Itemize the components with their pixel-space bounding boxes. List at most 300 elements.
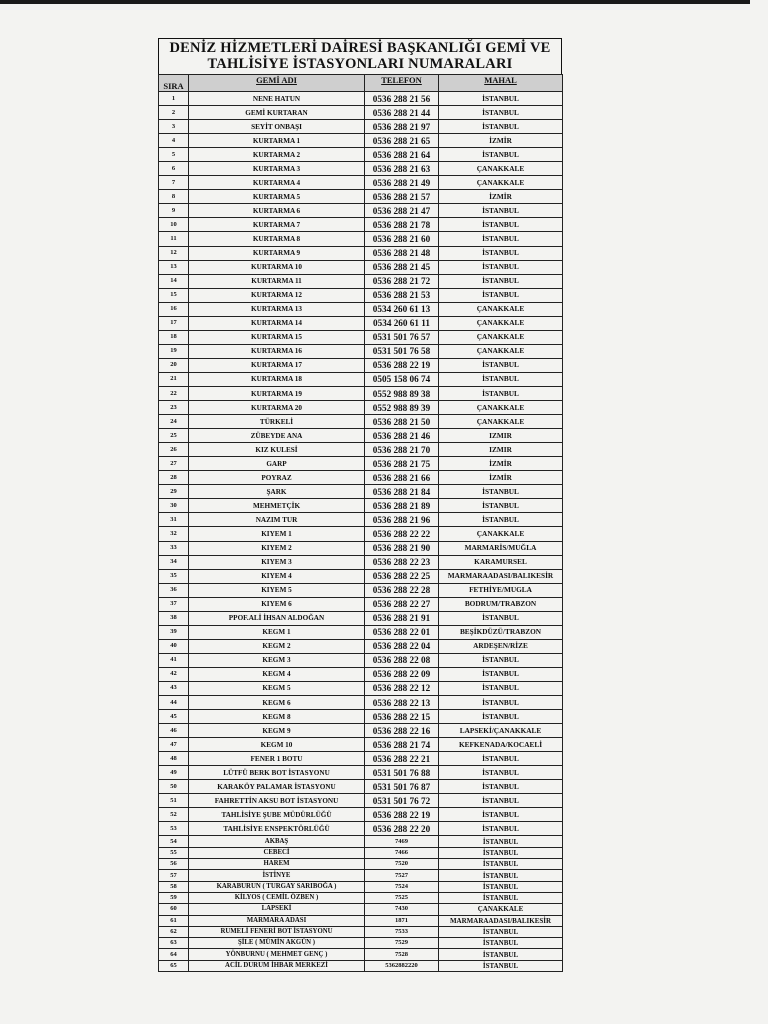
phone-number: 0536 288 21 49 — [365, 176, 439, 190]
location: İSTANBUL — [439, 611, 563, 625]
table-row — [159, 134, 563, 148]
ship-name: İSTİNYE — [189, 870, 365, 881]
table-row — [159, 386, 563, 400]
ship-name: YÖNBURNU ( MEHMET GENÇ ) — [189, 949, 365, 960]
ship-name: KURTARMA 16 — [189, 344, 365, 358]
location: İZMİR — [439, 471, 563, 485]
location: ÇANAKKALE — [439, 527, 563, 541]
row-number: 6 — [159, 162, 189, 176]
ship-name: KURTARMA 10 — [189, 260, 365, 274]
table-row — [159, 316, 563, 330]
location: İSTANBUL — [439, 274, 563, 288]
ship-name: KEGM 4 — [189, 667, 365, 681]
phone-number: 0536 288 22 20 — [365, 822, 439, 836]
phone-number: 0536 288 22 19 — [365, 808, 439, 822]
row-number: 3 — [159, 120, 189, 134]
phone-number: 0505 158 06 74 — [365, 372, 439, 386]
row-number: 31 — [159, 513, 189, 527]
row-number: 34 — [159, 555, 189, 569]
phone-number: 0536 288 21 70 — [365, 443, 439, 457]
row-number: 36 — [159, 583, 189, 597]
row-number: 47 — [159, 738, 189, 752]
row-number: 63 — [159, 938, 189, 949]
phone-number: 0531 501 76 87 — [365, 780, 439, 794]
location: ÇANAKKALE — [439, 176, 563, 190]
phone-number: 0536 288 22 12 — [365, 681, 439, 695]
ship-name: KURTARMA 3 — [189, 162, 365, 176]
location: İSTANBUL — [439, 822, 563, 836]
table-row — [159, 667, 563, 681]
document-title: DENİZ HİZMETLERİ DAİRESİ BAŞKANLIĞI GEMİ VE TAHLİSİYE İSTASYONLARI NUMARALARI — [158, 38, 562, 74]
location: İSTANBUL — [439, 513, 563, 527]
location: İSTANBUL — [439, 949, 563, 960]
table-row — [159, 218, 563, 232]
row-number: 58 — [159, 881, 189, 892]
row-number: 55 — [159, 847, 189, 858]
table-row — [159, 330, 563, 344]
phone-number: 0536 288 22 16 — [365, 724, 439, 738]
location: İSTANBUL — [439, 372, 563, 386]
phone-number: 0536 288 21 72 — [365, 274, 439, 288]
row-number: 22 — [159, 386, 189, 400]
row-number: 32 — [159, 527, 189, 541]
row-number: 62 — [159, 926, 189, 937]
location: BODRUM/TRABZON — [439, 597, 563, 611]
location: İSTANBUL — [439, 260, 563, 274]
phone-number: 0531 501 76 88 — [365, 766, 439, 780]
ship-name: KURTARMA 5 — [189, 190, 365, 204]
ship-name: CEBECİ — [189, 847, 365, 858]
phone-number: 0536 288 21 45 — [365, 260, 439, 274]
phone-number: 7524 — [365, 881, 439, 892]
row-number: 35 — [159, 569, 189, 583]
ship-name: KURTARMA 15 — [189, 330, 365, 344]
location: ÇANAKKALE — [439, 344, 563, 358]
phone-number: 0536 288 21 48 — [365, 246, 439, 260]
table-row — [159, 92, 563, 106]
table-row — [159, 794, 563, 808]
location: İZMİR — [439, 190, 563, 204]
ship-name: ACİL DURUM İHBAR MERKEZİ — [189, 960, 365, 971]
phone-number: 0536 288 21 64 — [365, 148, 439, 162]
phone-number: 7520 — [365, 859, 439, 870]
table-row — [159, 926, 563, 937]
row-number: 7 — [159, 176, 189, 190]
ship-name: KURTARMA 20 — [189, 401, 365, 415]
row-number: 18 — [159, 330, 189, 344]
phone-number: 0536 288 21 53 — [365, 288, 439, 302]
table-row — [159, 724, 563, 738]
table-row — [159, 260, 563, 274]
row-number: 24 — [159, 415, 189, 429]
location: İSTANBUL — [439, 386, 563, 400]
table-row — [159, 288, 563, 302]
row-number: 25 — [159, 429, 189, 443]
location: MARMARİS/MUĞLA — [439, 541, 563, 555]
location: İSTANBUL — [439, 794, 563, 808]
location: İSTANBUL — [439, 892, 563, 903]
phone-number: 0536 288 21 56 — [365, 92, 439, 106]
ship-name: KIYEM 5 — [189, 583, 365, 597]
phone-number: 0536 288 22 09 — [365, 667, 439, 681]
row-number: 60 — [159, 904, 189, 915]
phone-number: 0536 288 21 50 — [365, 415, 439, 429]
phone-number: 0552 988 89 38 — [365, 386, 439, 400]
phone-number: 0536 288 21 91 — [365, 611, 439, 625]
phone-number: 0536 288 21 65 — [365, 134, 439, 148]
location: İSTANBUL — [439, 148, 563, 162]
row-number: 46 — [159, 724, 189, 738]
table-row — [159, 162, 563, 176]
ship-name: KURTARMA 11 — [189, 274, 365, 288]
ship-name: KURTARMA 14 — [189, 316, 365, 330]
row-number: 4 — [159, 134, 189, 148]
ship-name: KIYEM 2 — [189, 541, 365, 555]
location: LAPSEKİ/ÇANAKKALE — [439, 724, 563, 738]
phone-number: 0536 288 21 46 — [365, 429, 439, 443]
location: İSTANBUL — [439, 766, 563, 780]
ship-name: FAHRETTİN AKSU BOT İSTASYONU — [189, 794, 365, 808]
location: İZMİR — [439, 134, 563, 148]
table-row — [159, 836, 563, 847]
location: İSTANBUL — [439, 232, 563, 246]
table-row — [159, 246, 563, 260]
ship-name: KURTARMA 13 — [189, 302, 365, 316]
location: İSTANBUL — [439, 847, 563, 858]
row-number: 52 — [159, 808, 189, 822]
ship-name: ŞİLE ( MÜMİN AKGÜN ) — [189, 938, 365, 949]
phone-number: 7469 — [365, 836, 439, 847]
phone-number: 0536 288 22 13 — [365, 696, 439, 710]
row-number: 39 — [159, 625, 189, 639]
table-row — [159, 611, 563, 625]
table-row — [159, 372, 563, 386]
ship-name: KURTARMA 4 — [189, 176, 365, 190]
row-number: 53 — [159, 822, 189, 836]
table-row — [159, 569, 563, 583]
location: İSTANBUL — [439, 881, 563, 892]
table-row — [159, 625, 563, 639]
table-row — [159, 555, 563, 569]
ship-name: NENE HATUN — [189, 92, 365, 106]
row-number: 56 — [159, 859, 189, 870]
row-number: 8 — [159, 190, 189, 204]
row-number: 2 — [159, 106, 189, 120]
ship-name: KURTARMA 2 — [189, 148, 365, 162]
table-row — [159, 960, 563, 971]
column-header-sira: SIRA — [159, 75, 189, 92]
phone-number: 0536 288 22 28 — [365, 583, 439, 597]
location: ÇANAKKALE — [439, 401, 563, 415]
phone-number: 0536 288 21 78 — [365, 218, 439, 232]
ship-name: AKBAŞ — [189, 836, 365, 847]
table-row — [159, 176, 563, 190]
phone-number: 0552 988 89 39 — [365, 401, 439, 415]
ship-name: HAREM — [189, 859, 365, 870]
ship-name: KARABURUN ( TURGAY SARIBOĞA ) — [189, 881, 365, 892]
ship-name: NAZIM TUR — [189, 513, 365, 527]
ship-name: KURTARMA 8 — [189, 232, 365, 246]
phone-number: 7533 — [365, 926, 439, 937]
row-number: 44 — [159, 696, 189, 710]
ship-name: TAHLİSİYE ŞUBE MÜDÜRLÜĞÜ — [189, 808, 365, 822]
table-row — [159, 429, 563, 443]
row-number: 16 — [159, 302, 189, 316]
ship-name: FENER 1 BOTU — [189, 752, 365, 766]
phone-number: 0536 288 22 19 — [365, 358, 439, 372]
phone-number: 0536 288 21 60 — [365, 232, 439, 246]
phone-number: 0536 288 22 15 — [365, 710, 439, 724]
table-row — [159, 710, 563, 724]
location: İSTANBUL — [439, 499, 563, 513]
phone-number: 0536 288 22 23 — [365, 555, 439, 569]
location: ÇANAKKALE — [439, 162, 563, 176]
row-number: 15 — [159, 288, 189, 302]
row-number: 57 — [159, 870, 189, 881]
row-number: 20 — [159, 358, 189, 372]
phone-number: 7430 — [365, 904, 439, 915]
table-row — [159, 302, 563, 316]
phone-number: 0536 288 22 08 — [365, 653, 439, 667]
phone-number: 0534 260 61 13 — [365, 302, 439, 316]
location: MARMARAADASI/BALIKESİR — [439, 915, 563, 926]
location: İSTANBUL — [439, 710, 563, 724]
table-row — [159, 204, 563, 218]
row-number: 37 — [159, 597, 189, 611]
location: MARMARAADASI/BALIKESİR — [439, 569, 563, 583]
location: İSTANBUL — [439, 120, 563, 134]
table-row — [159, 232, 563, 246]
table-row — [159, 485, 563, 499]
row-number: 30 — [159, 499, 189, 513]
ship-name: GARP — [189, 457, 365, 471]
location: IZMIR — [439, 429, 563, 443]
table-row — [159, 822, 563, 836]
row-number: 28 — [159, 471, 189, 485]
ship-name: TAHLİSİYE ENSPEKTÖRLÜĞÜ — [189, 822, 365, 836]
location: ÇANAKKALE — [439, 330, 563, 344]
phone-number: 0536 288 21 47 — [365, 204, 439, 218]
phone-number: 0536 288 21 97 — [365, 120, 439, 134]
location: İSTANBUL — [439, 960, 563, 971]
row-number: 33 — [159, 541, 189, 555]
ship-name: KIYEM 1 — [189, 527, 365, 541]
row-number: 54 — [159, 836, 189, 847]
phone-number: 7466 — [365, 847, 439, 858]
table-row — [159, 415, 563, 429]
row-number: 59 — [159, 892, 189, 903]
row-number: 40 — [159, 639, 189, 653]
location: İSTANBUL — [439, 218, 563, 232]
phone-number: 7529 — [365, 938, 439, 949]
row-number: 50 — [159, 780, 189, 794]
table-header-row — [159, 75, 563, 92]
ship-name: KİLYOS ( CEMİL ÖZBEN ) — [189, 892, 365, 903]
row-number: 9 — [159, 204, 189, 218]
phone-number: 0534 260 61 11 — [365, 316, 439, 330]
ship-name: KIYEM 3 — [189, 555, 365, 569]
ship-name: KARAKÖY PALAMAR İSTASYONU — [189, 780, 365, 794]
table-row — [159, 499, 563, 513]
location: KARAMURSEL — [439, 555, 563, 569]
phone-number: 0536 288 21 84 — [365, 485, 439, 499]
ship-name: KEGM 9 — [189, 724, 365, 738]
phone-number: 0536 288 21 96 — [365, 513, 439, 527]
location: KEFKENADA/KOCAELİ — [439, 738, 563, 752]
ship-name: KIYEM 4 — [189, 569, 365, 583]
table-row — [159, 738, 563, 752]
ship-name: KURTARMA 9 — [189, 246, 365, 260]
location: ÇANAKKALE — [439, 904, 563, 915]
table-row — [159, 904, 563, 915]
table-row — [159, 892, 563, 903]
ship-name: ZÜBEYDE ANA — [189, 429, 365, 443]
table-row — [159, 870, 563, 881]
table-row — [159, 344, 563, 358]
phone-number: 0536 288 21 74 — [365, 738, 439, 752]
table-row — [159, 949, 563, 960]
location: İSTANBUL — [439, 246, 563, 260]
row-number: 12 — [159, 246, 189, 260]
column-header-telefon: TELEFON — [365, 75, 439, 92]
phone-number: 0536 288 21 57 — [365, 190, 439, 204]
phone-number: 0536 288 22 04 — [365, 639, 439, 653]
phone-number: 7525 — [365, 892, 439, 903]
ship-name: KEGM 8 — [189, 710, 365, 724]
ship-name: ŞARK — [189, 485, 365, 499]
location: İSTANBUL — [439, 288, 563, 302]
ship-name: KIZ KULESİ — [189, 443, 365, 457]
table-row — [159, 780, 563, 794]
location: İSTANBUL — [439, 667, 563, 681]
location: ARDEŞEN/RİZE — [439, 639, 563, 653]
table-row — [159, 457, 563, 471]
ship-name: MEHMETÇİK — [189, 499, 365, 513]
location: İSTANBUL — [439, 204, 563, 218]
table-row — [159, 681, 563, 695]
table-row — [159, 106, 563, 120]
location: İZMİR — [439, 457, 563, 471]
table-row — [159, 471, 563, 485]
phone-number: 0536 288 21 75 — [365, 457, 439, 471]
location: ÇANAKKALE — [439, 302, 563, 316]
phone-number: 7528 — [365, 949, 439, 960]
row-number: 21 — [159, 372, 189, 386]
ship-name: POYRAZ — [189, 471, 365, 485]
row-number: 51 — [159, 794, 189, 808]
phone-number: 0536 288 22 01 — [365, 625, 439, 639]
page-top-rule — [0, 0, 750, 4]
location: İSTANBUL — [439, 938, 563, 949]
phone-number: 0531 501 76 58 — [365, 344, 439, 358]
location: IZMIR — [439, 443, 563, 457]
table-row — [159, 881, 563, 892]
location: İSTANBUL — [439, 106, 563, 120]
row-number: 65 — [159, 960, 189, 971]
row-number: 41 — [159, 653, 189, 667]
location: İSTANBUL — [439, 808, 563, 822]
row-number: 45 — [159, 710, 189, 724]
table-row — [159, 583, 563, 597]
ship-name: KEGM 5 — [189, 681, 365, 695]
location: İSTANBUL — [439, 653, 563, 667]
phone-number: 0536 288 22 27 — [365, 597, 439, 611]
row-number: 10 — [159, 218, 189, 232]
ship-name: KURTARMA 17 — [189, 358, 365, 372]
location: İSTANBUL — [439, 752, 563, 766]
stations-document — [158, 38, 562, 972]
row-number: 1 — [159, 92, 189, 106]
table-row — [159, 190, 563, 204]
location: İSTANBUL — [439, 859, 563, 870]
ship-name: KURTARMA 19 — [189, 386, 365, 400]
row-number: 17 — [159, 316, 189, 330]
phone-number: 0536 288 21 63 — [365, 162, 439, 176]
ship-name: KEGM 2 — [189, 639, 365, 653]
table-row — [159, 847, 563, 858]
table-row — [159, 597, 563, 611]
ship-name: RUMELİ FENERİ BOT İSTASYONU — [189, 926, 365, 937]
location: İSTANBUL — [439, 926, 563, 937]
phone-number: 0536 288 21 44 — [365, 106, 439, 120]
column-header-gemi-adi: GEMİ ADI — [189, 75, 365, 92]
row-number: 38 — [159, 611, 189, 625]
row-number: 23 — [159, 401, 189, 415]
row-number: 14 — [159, 274, 189, 288]
phone-number: 0536 288 21 89 — [365, 499, 439, 513]
row-number: 27 — [159, 457, 189, 471]
location: İSTANBUL — [439, 358, 563, 372]
column-header-mahal: MAHAL — [439, 75, 563, 92]
table-row — [159, 915, 563, 926]
row-number: 61 — [159, 915, 189, 926]
ship-name: KEGM 1 — [189, 625, 365, 639]
location: ÇANAKKALE — [439, 415, 563, 429]
table-row — [159, 696, 563, 710]
row-number: 29 — [159, 485, 189, 499]
table-row — [159, 752, 563, 766]
location: İSTANBUL — [439, 696, 563, 710]
table-row — [159, 401, 563, 415]
ship-name: KEGM 6 — [189, 696, 365, 710]
location: İSTANBUL — [439, 780, 563, 794]
row-number: 13 — [159, 260, 189, 274]
location: ÇANAKKALE — [439, 316, 563, 330]
row-number: 43 — [159, 681, 189, 695]
table-row — [159, 274, 563, 288]
phone-number: 0531 501 76 72 — [365, 794, 439, 808]
stations-table — [158, 74, 563, 972]
location: İSTANBUL — [439, 92, 563, 106]
location: İSTANBUL — [439, 870, 563, 881]
table-row — [159, 148, 563, 162]
ship-name: KURTARMA 7 — [189, 218, 365, 232]
row-number: 19 — [159, 344, 189, 358]
location: FETHİYE/MUGLA — [439, 583, 563, 597]
table-body — [159, 92, 563, 972]
row-number: 48 — [159, 752, 189, 766]
location: İSTANBUL — [439, 836, 563, 847]
phone-number: 5362882220 — [365, 960, 439, 971]
ship-name: SEYİT ONBAŞI — [189, 120, 365, 134]
row-number: 11 — [159, 232, 189, 246]
ship-name: KURTARMA 1 — [189, 134, 365, 148]
table-row — [159, 358, 563, 372]
row-number: 26 — [159, 443, 189, 457]
table-row — [159, 653, 563, 667]
phone-number: 0531 501 76 57 — [365, 330, 439, 344]
ship-name: LAPSEKİ — [189, 904, 365, 915]
